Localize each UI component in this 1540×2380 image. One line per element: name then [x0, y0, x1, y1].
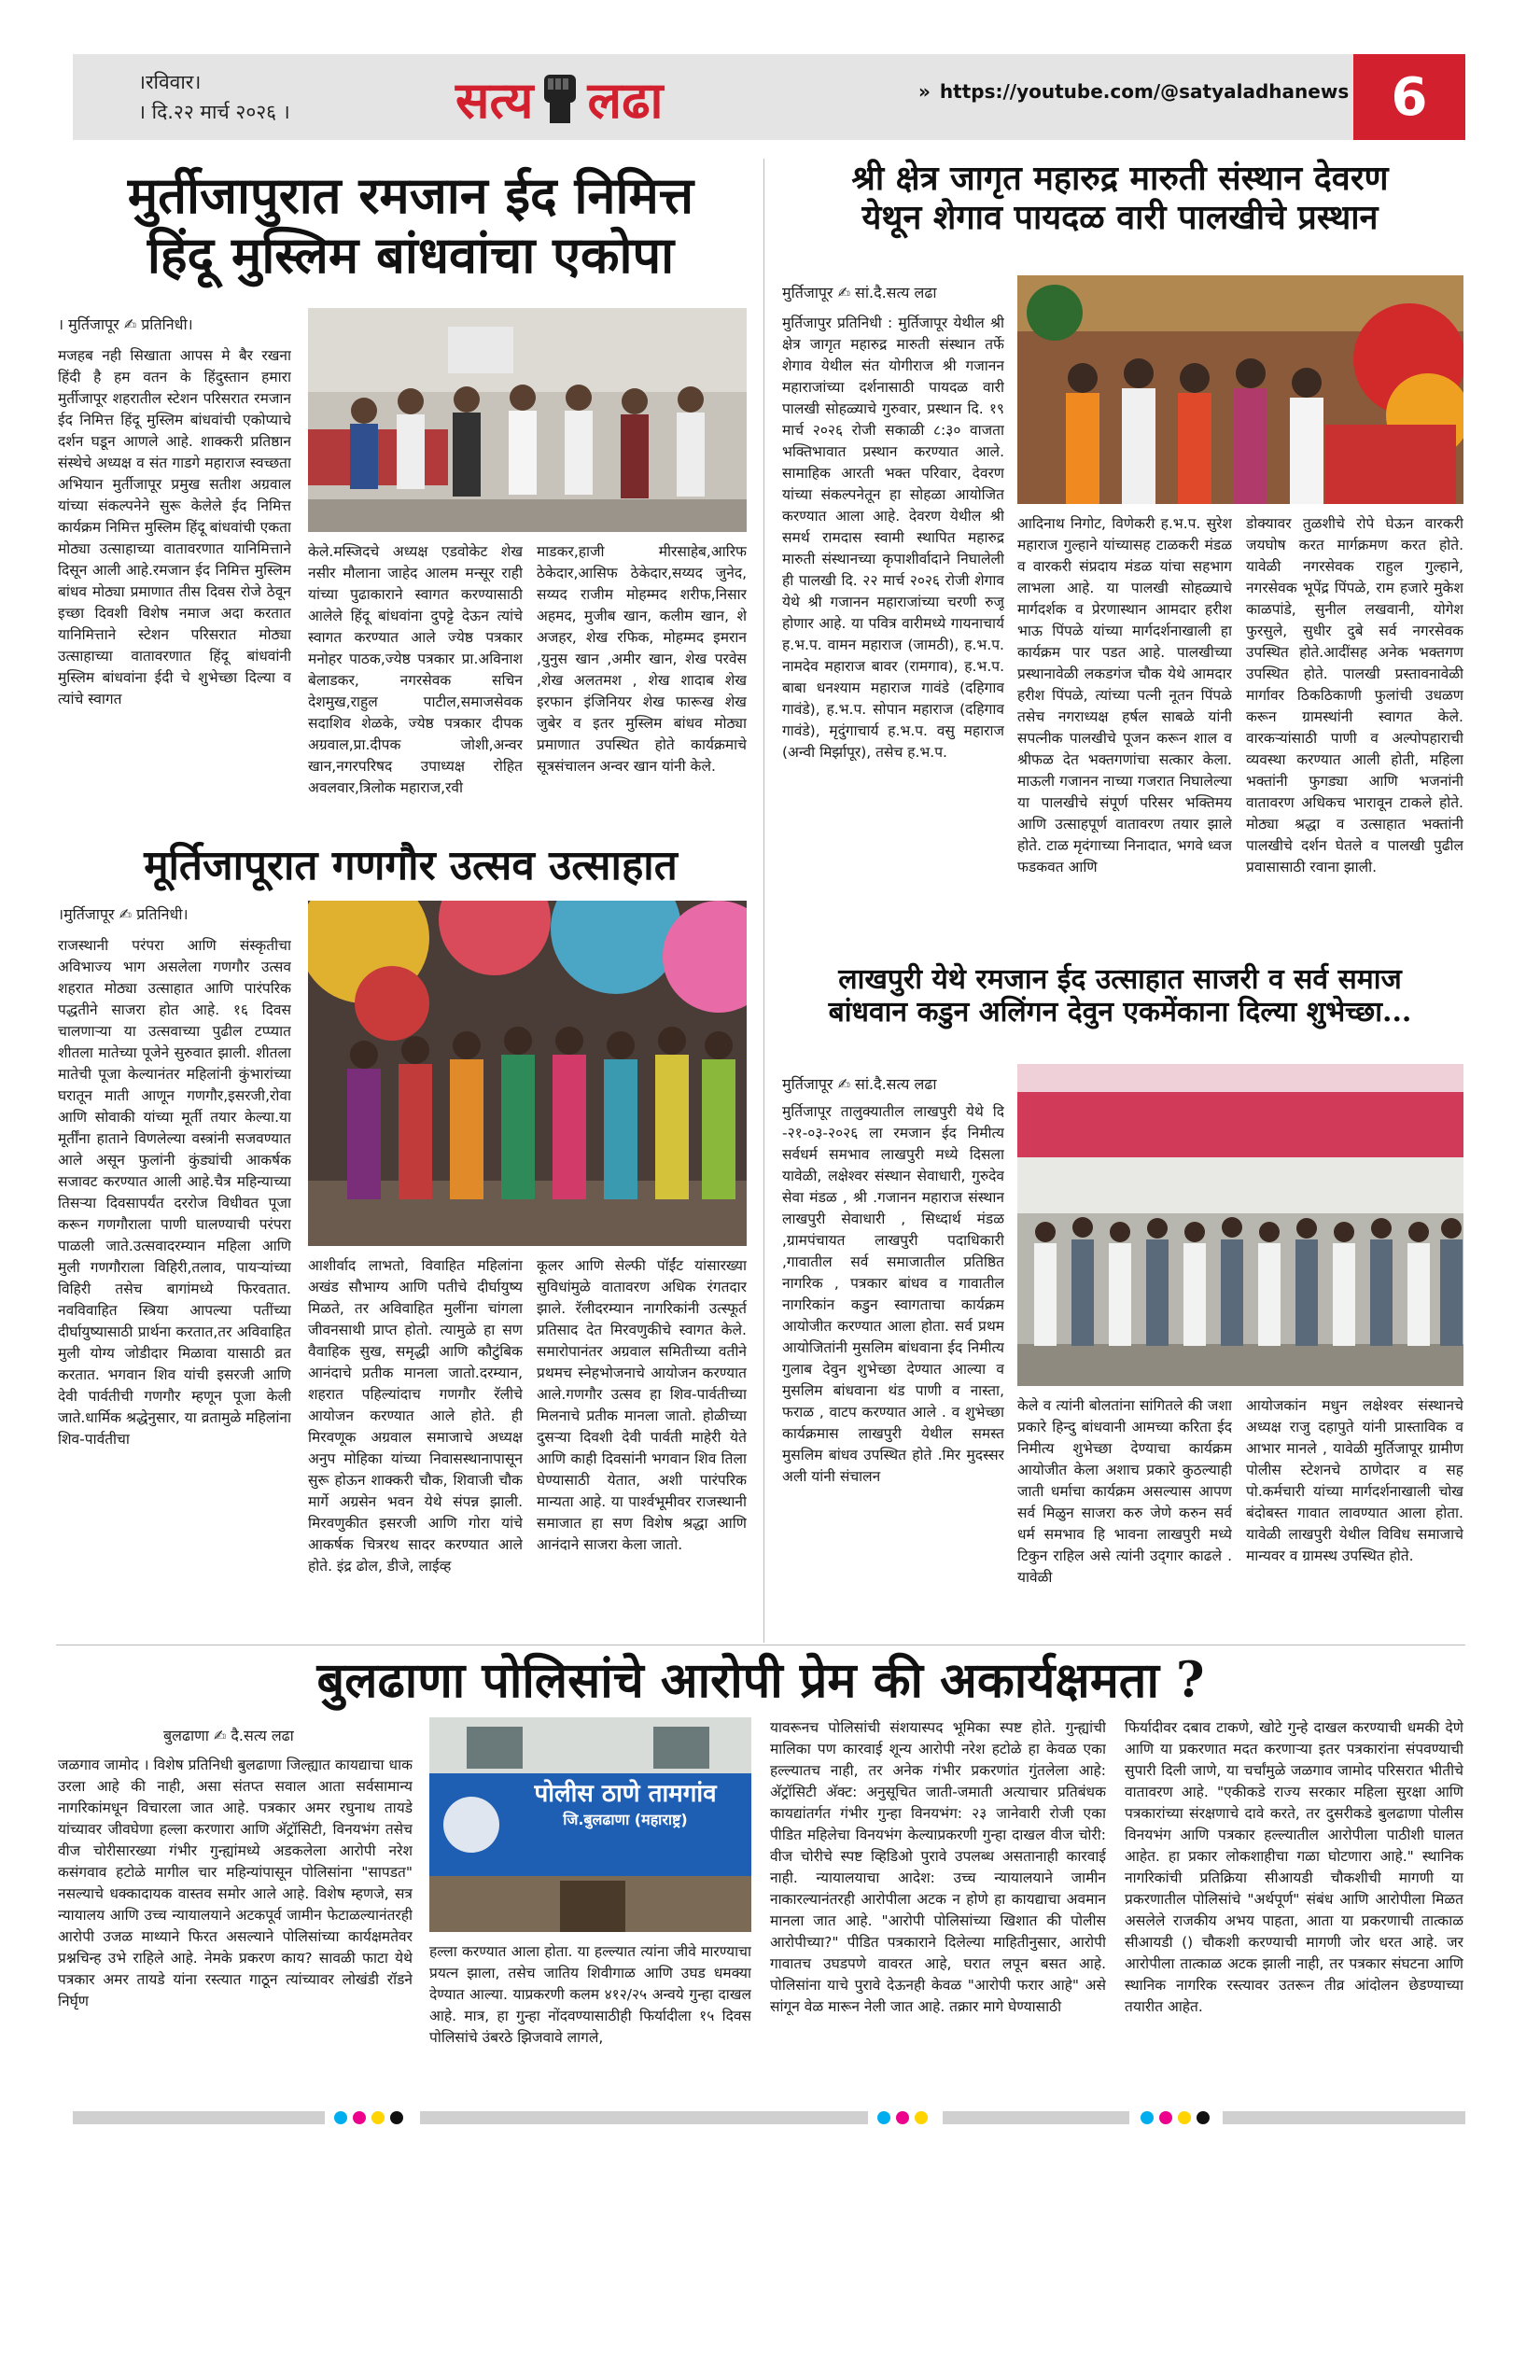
date-block	[138, 67, 290, 127]
footer-bar-mid	[420, 2111, 868, 2124]
logo-text-left: सत्य	[455, 70, 534, 130]
article3-column-2: आदिनाथ निगोट, विणेकरी ह.भ.प. सुरेश महाराज गुल्हाने यांच्यासह टाळकरी मंडळ व वारकरी संप्रदाय मंडळ यांचा सहभाग लाभला आहे. या पालखी सोहळ्याचे मार्गदर्शक व प्रेरणास्थान आमदार हरीश भाऊ पिंपळे यांच्या मार्गदर्शनाखाली हा कार्यक्रम पार पडत आहे. पालखीच्या प्रस्थानावेळी लकडगंज चौक येथे आमदार हरीश पिंपळे, त्यांच्या पत्नी नूतन पिंपळे तसेच नगराध्यक्ष हर्षल साबळे यांनी सपत्नीक पालखीचे पूजन करून शाल व श्रीफळ देत भक्तगणांचा सत्कार केला. माऊली गजानन नाच्या गजरात निघालेल्या या पालखीचे संपूर्ण परिसर भक्तिमय आणि उत्साहपूर्ण वातावरण तयार झाले होते. टाळ मृदंगाच्या निनादात, भगवे ध्वज फडकवत आणि	[1017, 515, 1232, 875]
article3-headline: श्री क्षेत्र जागृत महारुद्र मारुती संस्थान देवरण येथून शेगाव पायदळ वारी पालखीचे प्रस्थान	[851, 159, 1389, 238]
article5-column-2: हल्ला करण्यात आला होता. या हल्ल्यात त्यांना जीवे मारण्याचा प्रयत्न झाला, तसेच जातिय शिवीगाळ आणि उघड धमक्या देण्यात आल्या. याप्रकरणी कलम ४१२/२५ अन्वये गुन्हा दाखल आहे. मात्र, हा गुन्हा नोंदवण्यासाठीही फिर्यादीला १५ दिवस पोलिसांचे उंबरठे झिजवावे लागले,	[429, 1943, 751, 2046]
article4-column-1: मुर्तिजापूर तालुक्यातील लाखपुरी येथे दि -२१-०३-२०२६ ला रमजान ईद निमीत्य सर्वधर्म समभाव लाखपुरी मध्ये दिसला यावेळी, लक्षेश्वर संस्थान सेवाधारी, गुरुदेव सेवा मंडळ , श्री .गजानन महाराज संस्थान लाखपुरी सेवाधारी , सिध्दार्थ मंडळ ,ग्रामपंचायत लाखपुरी पदाधिकारी ,गावातील सर्व समाजातील प्रतिष्ठित नागरिक , पत्रकार बांधव व गावातील नागरिकांन कडुन स्वागताचा कार्यक्रम आयोजीत करण्यात आला होता. सर्व प्रथम आयोजितांनी मुसलिम बांधवाना ईद निमीत्य गुलाब देवुन शुभेच्छा देण्यात आल्या व मुसलिम बांधवाना थंड पाणी व नास्ता, फराळ , वाटप करण्यात आले . व शुभेच्छा कार्यक्रमास लाखपुरी येथील समस्त मुसलिम बांधव उपस्थित होते .मिर मुदस्सर अली यांनी संचालन	[782, 1103, 1004, 1485]
article3-column-3: डोक्यावर तुळशीचे रोपे घेऊन वारकरी जयघोष करत मार्गक्रमण करत होते. यावेळी नगरसेवक राहुल गुल्हाने, नगरसेवक भूपेंद्र पिंपळे, राम हजारे मुकेश काळपांडे, सुनील लखवानी, योगेश फुरसुले, सुधीर दुबे सर्व नगरसेवक उपस्थित होते.आदींसह अनेक भक्तगण उपस्थित होते. पालखी प्रस्तावनावेळी मार्गावर ठिकठिकाणी फुलांची उधळण करून ग्रामस्थांनी स्वागत केले. वारकऱ्यांसाठी पाणी व अल्पोपहाराची व्यवस्था करण्यात आली होती, महिला भक्तांनी फुगड्या आणि भजनांनी वातावरण अधिकच भारावून टाकले होते. मोठ्या श्रद्धा व उत्साहात भक्तांनी पालखीचे दर्शन घेतले व पालखी पुढील प्रवासासाठी रवाना झाली.	[1246, 515, 1463, 875]
article5-byline: बुलढाणा ✍ दै.सत्य लढा	[163, 1727, 294, 1744]
article1-column-2: केले.मस्जिदचे अध्यक्ष एडवोकेट शेख नसीर मौलाना जाहेद आलम मन्सूर राही यांच्या पुढाकाराने स्वागत करण्यासाठी आलेले हिंदू बांधवांना दुपट्टे देऊन त्यांचे स्वागत करण्यात आले ज्येष्ठ पत्रकार मनोहर पाठक,ज्येष्ठ पत्रकार प्रा.अविनाश बेलाडकर, नगरसेवक सचिन देशमुख,राहुल पाटील,समाजसेवक सदाशिव शेळके, ज्येष्ठ पत्रकार दीपक अग्रवाल,प्रा.दीपक जोशी,अन्वर खान,नगरपरिषद उपाध्यक्ष रोहित अवलवार,त्रिलोक महाराज,रवी	[308, 543, 523, 796]
article4-column-2: केले व त्यांनी बोलतांना सांगितले की जशा प्रकारे हिन्दु बांधवानी आमच्या करिता ईद निमीत्य शुभेच्छा देण्याचा कार्यक्रम आयोजीत केला अशाच प्रकारे कुठल्याही जाती धर्माचा कार्यक्रम असल्यास आपण सर्व मिळुन साजरा करु जेणे करुन सर्व धर्म समभाव हि भावना लाखपुरी मध्ये टिकुन राहिल असे त्यांनी उद्‌गार काढले . यावेळी	[1017, 1397, 1232, 1586]
article5-column-1: जळगाव जामोद । विशेष प्रतिनिधी बुलढाणा जिल्ह्यात कायद्याचा धाक उरला आहे की नाही, असा संतप्त सवाल आता सर्वसामान्य नागरिकांमधून विचारला जात आहे. पत्रकार अमर रघुनाथ तायडे यांच्यावर जीवघेणा हल्ला करणारा आणि अ‍ॅट्रॉसिटी, विनयभंग तसेच वीज चोरीसारख्या गंभीर गुन्ह्यांमध्ये अडकलेला आरोपी नरेश कसंगवाव हटोळे मागील चार महिन्यांपासून पोलिसांना "सापडत" नसल्याचे धक्कादायक वास्तव समोर आले आहे. विशेष म्हणजे, सत्र न्यायालय आणि उच्च न्यायालयाने अटकपूर्व जामीन फेटाळल्यानंतरही आरोपी उजळ माथ्याने फिरत असल्याने पोलिसांच्या कार्यक्षमतेवर प्रश्नचिन्ह उभे राहिले आहे. नेमके प्रकरण काय? सावळी फाटा येथे पत्रकार अमर तायडे यांना रस्त्यात गाठून त्यांच्यावर लोखंडी रॉडने निर्घृण	[58, 1757, 413, 2009]
article1-headline: मुर्तीजापुरात रमजान ईद निमित्त हिंदू मुस्लिम बांधवांचा एकोपा	[127, 165, 694, 285]
cmyk-marks-right	[1141, 2111, 1210, 2124]
article1-column-3: माडकर,हाजी मीरसाहेब,आरिफ ठेकेदार,आसिफ ठेकेदार,सय्यद जुनेद, सय्यद राजीम मोहम्मद शरीफ,निसार अहमद, मुजीब खान, कलीम खान, शे अजहर, शेख रफिक, मोहम्मद इमरान ,युनुस खान ,अमीर खान, शेख परवेस ,शेख अलतमश , शेख शादाब शेख इरफान इंजिनियर शेख फारूख शेख जुबेर व इतर मुस्लिम बांधव मोठ्या प्रमाणात उपस्थित होते कार्यक्रमाचे सूत्रसंचालन अन्वर खान यांनी केले.	[537, 543, 747, 775]
double-chevron-icon: »	[918, 80, 931, 103]
article1-byline: । मुर्तिजापूर ✍ प्रतिनिधी।	[58, 315, 193, 333]
article1-column-1: मजहब नही सिखाता आपस मे बैर रखना हिंदी है हम वतन के हिंदुस्तान हमारा मुर्तीजापूर शहरातील स्टेशन परिसरात रमजान ईद निमित्त हिंदू मुस्लिम बांधवांची एकोप्याचे दर्शन घडून आणले आहे. शाक्करी प्रतिष्ठान संस्थेचे अध्यक्ष व संत गाडगे महाराज स्वच्छता अभियान मुर्तीजापूर प्रमुख सतीश अग्रवाल यांच्या संकल्पनेने सुरू केलेले ईद निमित्त कार्यक्रम निमित्त मुस्लिम हिंदू बांधवांची एकता मोठ्या उत्साहाच्या वातावरणात यानिमित्ताने दिसून आली आहे.रमजान ईद निमित्त मुस्लिम बांधव मोठ्या प्रमाणात तीस दिवस रोजे ठेवून इच्छा दिवशी विशेष नमाज अदा करतात यानिमित्ताने स्टेशन परिसरात मोठ्या उत्साहाच्या वातावरणात हिंदू बांधवांनी मुस्लिम बांधवांना ईदी चे शुभेच्छा दिल्या व त्यांचे स्वागत	[58, 347, 291, 707]
article2-column-2: आशीर्वाद लाभतो, विवाहित महिलांना अखंड सौभाग्य आणि पतीचे दीर्घायुष्य मिळते, तर अविवाहित मुलींना चांगला जीवनसाथी प्राप्त होतो. त्यामुळे हा सण वैवाहिक सुख, समृद्धी आणि कौटुंबिक आनंदाचे प्रतीक मानला जातो.दरम्यान, शहरात पहिल्यांदाच गणगौर रॅलीचे आयोजन करण्यात आले होते. ही मिरवणूक अग्रवाल समाजाचे अध्यक्ष अनुप मोहिका यांच्या निवासस्थानापासून सुरू होऊन शाक्करी चौक, शिवाजी चौक मार्गे अग्रसेन भवन येथे संपन्न झाली. मिरवणुकीत इसरजी आणि गोरा यांचे आकर्षक चित्ररथ सादर करण्यात आले होते. इंद्र ढोल, डीजे, लाईव्ह	[308, 1257, 523, 1575]
article4-photo	[1017, 1064, 1463, 1386]
page-number: 6	[1353, 54, 1465, 140]
police-station-sign-subtitle: जि.बुलढाणा (महाराष्ट्र)	[563, 1811, 688, 1828]
day-label: ।रविवार।	[138, 71, 202, 93]
youtube-link[interactable]: » https://youtube.com/@satyaladhanews	[918, 80, 1350, 103]
article5-column-3: यावरूनच पोलिसांची संशयास्पद भूमिका स्पष्ट होते. गुन्ह्यांची मालिका पण कारवाई शून्य आरोपी नरेश हटोळे हा केवळ एका हल्ल्यातच नाही, तर अनेक गंभीर प्रकरणांत गुंतलेला आहे: अ‍ॅट्रॉसिटी अ‍ॅक्ट: अनुसूचित जाती-जमाती अत्याचार प्रतिबंधक कायद्यांतर्गत गंभीर गुन्हा विनयभंग: २३ जानेवारी रोजी एका पीडित महिलेचा विनयभंग केल्याप्रकरणी गुन्हा दाखल वीज चोरी: वीज चोरीचे स्पष्ट व्हिडिओ पुरावे उपलब्ध असतानाही कारवाई नाही. न्यायालयाचा आदेश: उच्च न्यायालयाने जामीन नाकारल्यानंतरही आरोपीला अटक न होणे हा कायद्याचा अवमान मानला जात आहे. "आरोपी पोलिसांच्या खिशात की पोलीस आरोपीच्या?" पीडित पत्रकाराने दिलेल्या माहितीनुसार, आरोपी गावातच उघडपणे वावरत आहे, घरात लपून बसत आहे. पोलिसांना याचे पुरावे देऊनही केवळ "आरोपी फरार आहे" असे सांगून वेळ मारून नेली जात आहे. तक्रार मागे घेण्यासाठी	[770, 1719, 1106, 2015]
cmyk-marks-mid	[877, 2111, 928, 2124]
article4-column-3: आयोजकांन मधुन लक्षेश्वर संस्थानचे अध्यक्ष राजु दहापुते यांनी प्रास्ताविक व आभार मानले , यावेळी मुर्तिजापूर ग्रामीण पोलीस स्टेशनचे ठाणेदार व सह पो.कर्मचारी यांच्या मार्गदर्शनाखाली चोख बंदोबस्त गावात लावण्यात आला होता. यावेळी लाखपुरी येथील विविध समाजाचे मान्यवर व ग्रामस्थ उपस्थित होते.	[1246, 1397, 1463, 1564]
article3-column-1: मुर्तिजापुर प्रतिनिधी : मुर्तिजापूर येथील श्री क्षेत्र जागृत महारुद्र मारुती संस्थान तर्फे शेगाव येथील संत योगीराज श्री गजानन महाराजांच्या दर्शनासाठी पायदळ वारी पालखी सोहळ्याचे गुरुवार, प्रस्थान दि. १९ मार्च २०२६ रोजी सकाळी ८:३० वाजता भक्तिभावात प्रस्थान करण्यात आले. सामाहिक आरती भक्त परिवार, देवरण यांच्या संकल्पनेतून हा सोहळा आयोजित करण्यात आला आहे. देवरण येथील श्री समर्थ रामदास स्वामी स्थापित महारुद्र मारुती संस्थानच्या कृपाशीर्वादाने निघालेली ही पालखी दि. २२ मार्च २०२६ रोजी शेगाव येथे श्री गजानन महाराजांच्या चरणी रुजू होणार आहे. या पवित्र वारीमध्ये गायनाचार्य ह.भ.प. वामन महाराज (जामठी), ह.भ.प. नामदेव महाराज बावर (रामगाव), ह.भ.प. बाबा धनश्याम महाराज गावंडे (दहिगाव गावंडे), ह.भ.प. सोपान महाराज (दहिगाव गावंडे), मृदुंगाचार्य ह.भ.प. वसु महाराज (अन्वी मिर्झापूर), तसेच ह.भ.प.	[782, 315, 1004, 761]
article2-column-3: कूलर आणि सेल्फी पॉईंट यांसारख्या सुविधांमुळे वातावरण अधिक रंगतदार झाले. रॅलीदरम्यान नागरिकांनी उत्स्फूर्त प्रतिसाद देत मिरवणुकीचे स्वागत केले. समारोपानंतर अग्रवाल समितीच्या वतीने प्रथमच स्नेहभोजनाचे आयोजन करण्यात आले.गणगौर उत्सव हा शिव-पार्वतीच्या मिलनाचे प्रतीक मानला जातो. होळीच्या दुसऱ्या दिवशी देवी पार्वती माहेरी येते आणि काही दिवसांनी भगवान शिव तिला घेण्यासाठी येतात, अशी पारंपरिक मान्यता आहे. या पार्श्वभूमीवर राजस्थानी समाजात हा सण विशेष श्रद्धा आणि आनंदाने साजरा केला जातो.	[537, 1257, 747, 1553]
footer-bar-end	[1223, 2111, 1465, 2124]
article2-photo	[308, 901, 747, 1246]
article4-headline: लाखपुरी येथे रमजान ईद उत्साहात साजरी व सर्व समाज बांधवान कडुन अलिंगन देवुन एकमेंकाना दिल्या शुभेच्छा...	[828, 963, 1412, 1029]
date-label: । दि.२२ मार्च २०२६ ।	[138, 101, 290, 123]
article5-photo	[429, 1717, 751, 1932]
article4-byline: मुर्तिजापूर ✍ सां.दै.सत्य लढा	[782, 1075, 937, 1093]
footer-bar-left	[73, 2111, 325, 2124]
article1-photo	[308, 308, 747, 532]
newspaper-logo	[455, 63, 663, 133]
article2-headline: मूर्तिजापूरात गणगौर उत्सव उत्साहात	[144, 842, 678, 889]
article2-byline: ।मुर्तिजापूर ✍ प्रतिनिधी।	[58, 905, 189, 923]
article5-headline: बुलढाणा पोलिसांचे आरोपी प्रेम की अकार्यक्षमता ?	[316, 1652, 1205, 1709]
footer-bar-right	[943, 2111, 1129, 2124]
police-station-sign-title: पोलीस ठाणे तामगांव	[534, 1780, 717, 1808]
fist-icon	[537, 71, 583, 125]
logo-text-right: लढा	[587, 70, 664, 130]
masthead	[73, 54, 1465, 140]
article3-photo	[1017, 275, 1463, 504]
article5-column-4: फिर्यादीवर दबाव टाकणे, खोटे गुन्हे दाखल करण्याची धमकी देणे आणि या प्रकरणात मदत करणाऱ्या इतर पत्रकारांना संपवण्याची सुपारी दिली जाणे, या चर्चांमुळे जळगाव जामोद परिसरात भीतीचे वातावरण आहे. "एकीकडे राज्य सरकार महिला सुरक्षा आणि पत्रकारांच्या संरक्षणाचे दावे करते, तर दुसरीकडे बुलढाणा पोलीस विनयभंग आणि पत्रकार हल्ल्यातील आरोपीला पाठीशी घालत आहेत. हा प्रकार लोकशाहीचा गळा घोटणारा आहे." स्थानिक नागरिकांची प्रतिक्रिया सीआयडी चौकशीची मागणी या प्रकरणातील पोलिसांचे "अर्थपूर्ण" संबंध आणि आरोपीला मिळत असलेले राजकीय अभय पाहता, आता या प्रकरणाची तात्काळ सीआयडी () चौकशी करण्याची मागणी जोर धरत आहे. जर आरोपीला तात्काळ अटक झाली नाही, तर पत्रकार संघटना आणि स्थानिक नागरिक रस्त्यावर उतरून तीव्र आंदोलन छेडण्याच्या तयारीत आहेत.	[1125, 1719, 1463, 2015]
article3-byline: मुर्तिजापूर ✍ सां.दै.सत्य लढा	[782, 284, 937, 301]
article2-column-1: राजस्थानी परंपरा आणि संस्कृतीचा अविभाज्य भाग असलेला गणगौर उत्सव शहरात मोठ्या उत्साहात आणि पारंपरिक पद्धतीने साजरा होत आहे. १६ दिवस चालणाऱ्या या उत्सवाच्या पुढील टप्प्यात शीतला मातेच्या पूजेने सुरुवात झाली. शीतला मातेची पूजा केल्यानंतर महिलांनी कुंभारांच्या घरातून माती आणून गणगौर,इसरजी,रोवा आणि सोवाकी यांच्या मूर्ती तयार केल्या.या मूर्तींना हाताने विणलेल्या वस्त्रांनी सजवण्यात आले असून फुलांनी कुंड्यांची आकर्षक सजावट करण्यात आली आहे.चैत्र महिन्याच्या तिसऱ्या दिवसापर्यंत दररोज विधीवत पूजा करून गणगौराला पाणी घालण्याची परंपरा पाळली जाते.उत्सवादरम्यान महिला आणि मुली गणगौराला विहिरी,तलाव, पायऱ्यांच्या विहिरी तसेच बागांमध्ये फिरवतात. नवविवाहित स्त्रिया आपल्या पतींच्या दीर्घायुष्यासाठी प्रार्थना करतात,तर अविवाहित मुली योग्य जोडीदार मिळावा यासाठी व्रत करतात. भगवान शिव यांची इसरजी आणि देवी पार्वतीची गणगौर म्हणून पूजा केली जाते.धार्मिक श्रद्धेनुसार, या व्रतामुळे महिलांना शिव-पार्वतीचा	[58, 937, 291, 1448]
cmyk-marks-left	[334, 2111, 403, 2124]
police-station-sign	[509, 1778, 742, 1830]
column-divider	[763, 159, 764, 1643]
